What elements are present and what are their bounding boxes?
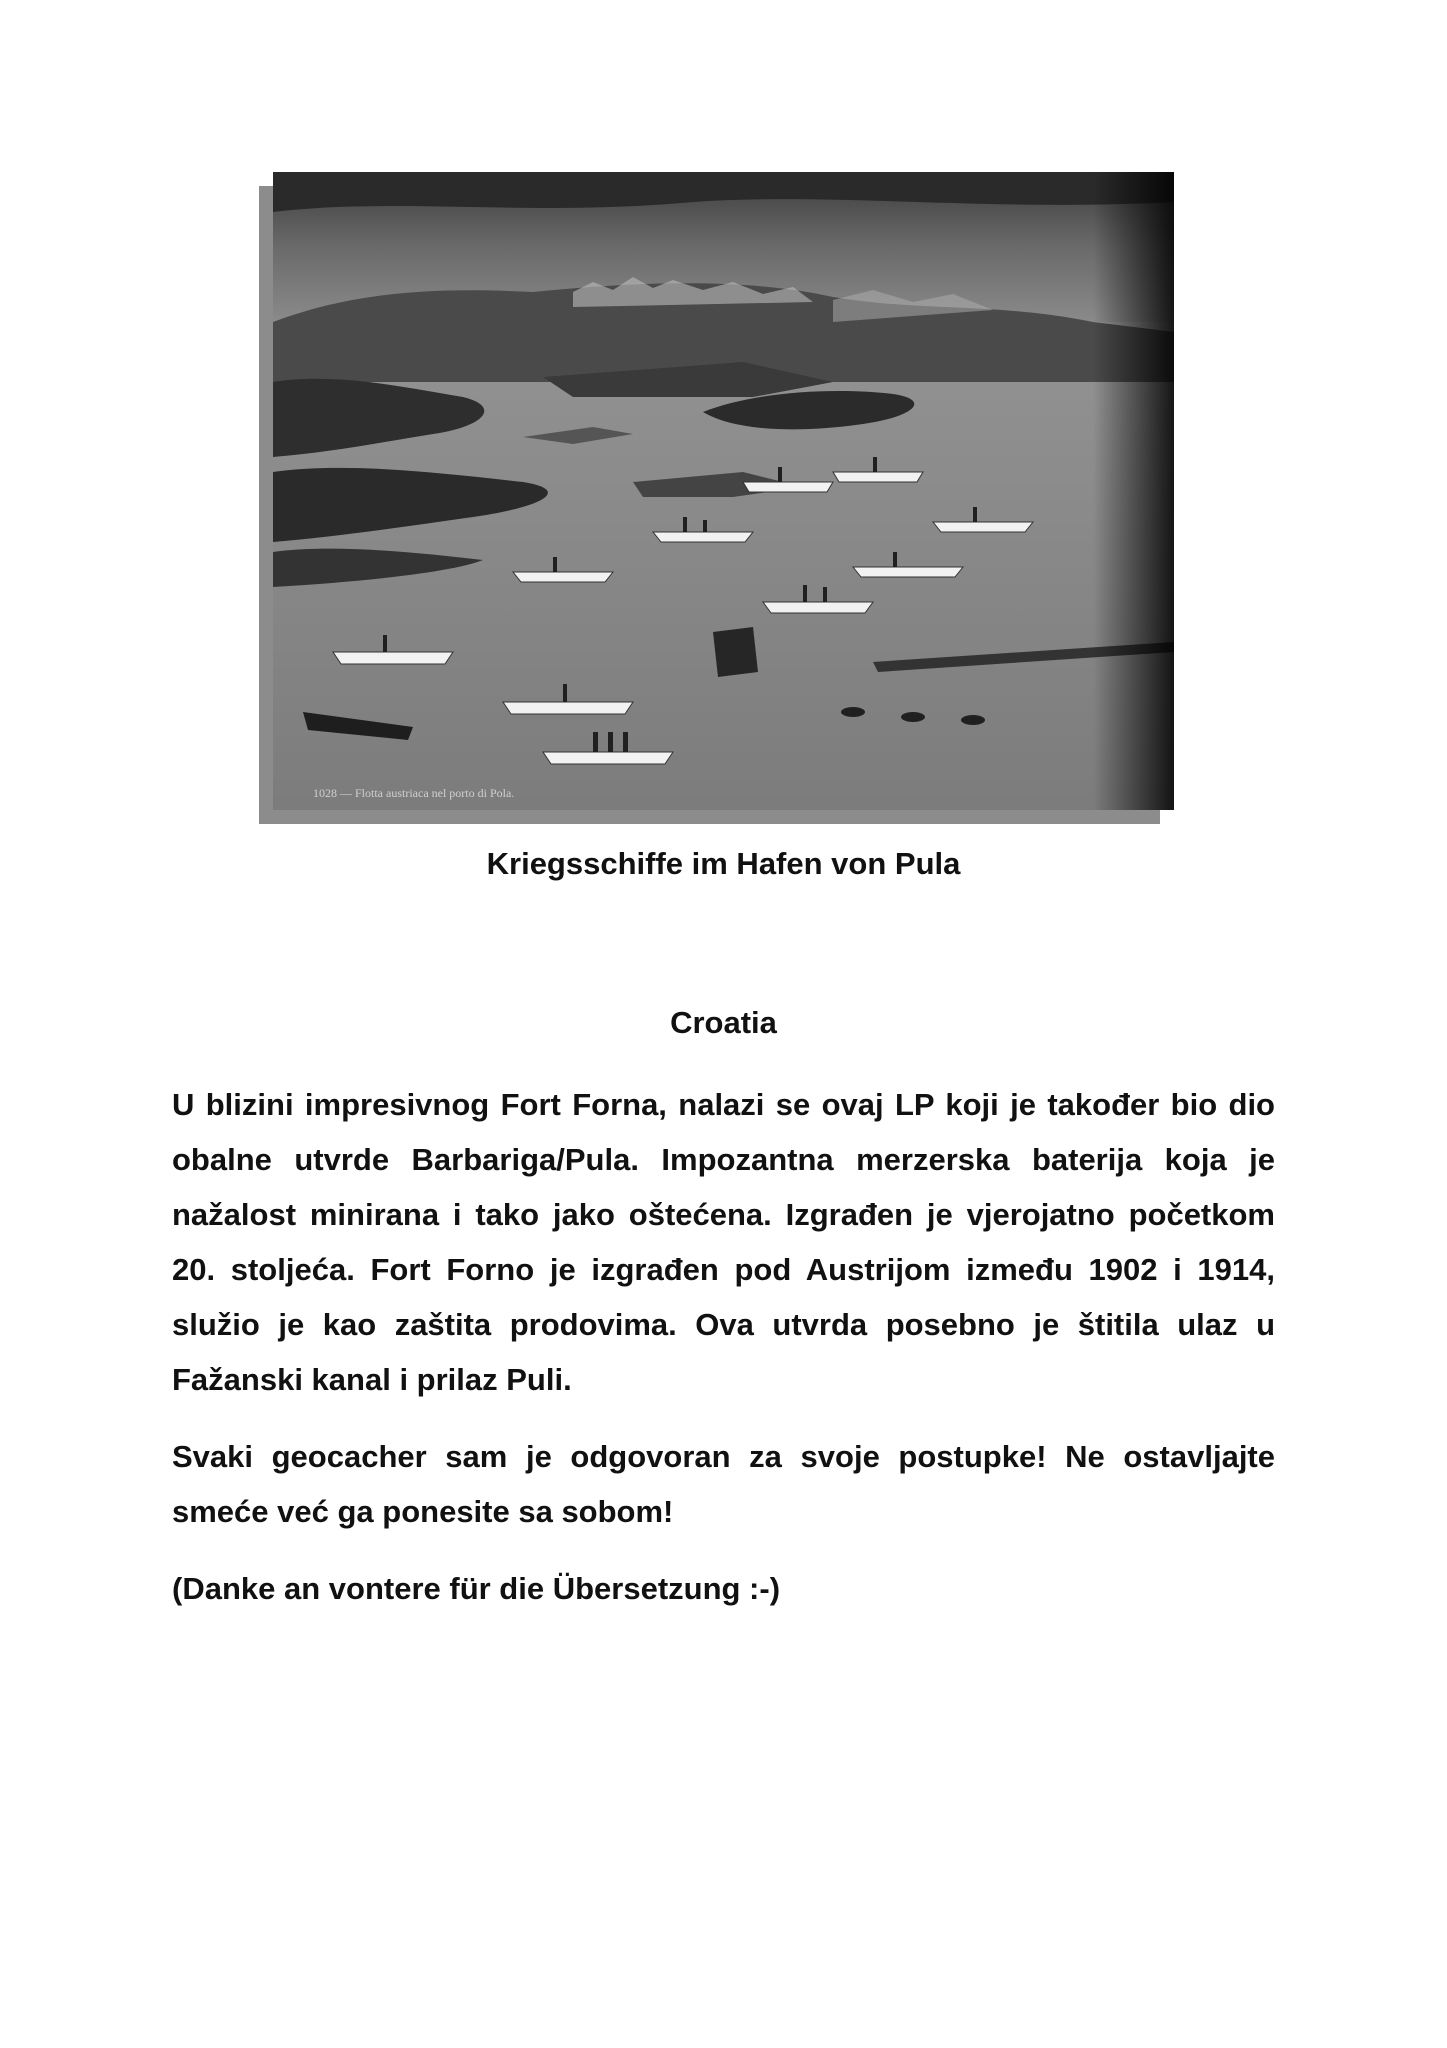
photo-inscription: 1028 — Flotta austriaca nel porto di Pola. bbox=[313, 786, 515, 800]
harbor-photo-image bbox=[273, 172, 1174, 810]
paragraph-thanks: (Danke an vontere für die Übersetzung :-) bbox=[172, 1571, 781, 1606]
body-text bbox=[172, 1077, 1275, 1638]
harbor-photo bbox=[259, 172, 1174, 810]
section-heading: Croatia bbox=[670, 1005, 777, 1040]
photo-caption: Kriegsschiffe im Hafen von Pula bbox=[486, 846, 961, 881]
paragraph-responsibility: Svaki geocacher sam je odgovoran za svoje postupke! Ne ostavljajte smeće već ga ponesite sa sobom! bbox=[172, 1439, 1275, 1529]
paragraph-description: U blizini impresivnog Fort Forna, nalazi se ovaj LP koji je također bio dio obalne utvrde Barbariga/Pula. Impozantna merzerska baterija koja je nažalost minirana i tako jako oštećena. Izgrađen je vjerojatno početkom 20. stoljeća. Fort Forno je izgrađen pod Austrijom između 1902 i 1914, služio je kao zaštita prodovima. Ova utvrda posebno je štitila ulaz u Fažanski kanal i prilaz Puli. bbox=[172, 1087, 1275, 1397]
photo-frame bbox=[273, 172, 1174, 810]
